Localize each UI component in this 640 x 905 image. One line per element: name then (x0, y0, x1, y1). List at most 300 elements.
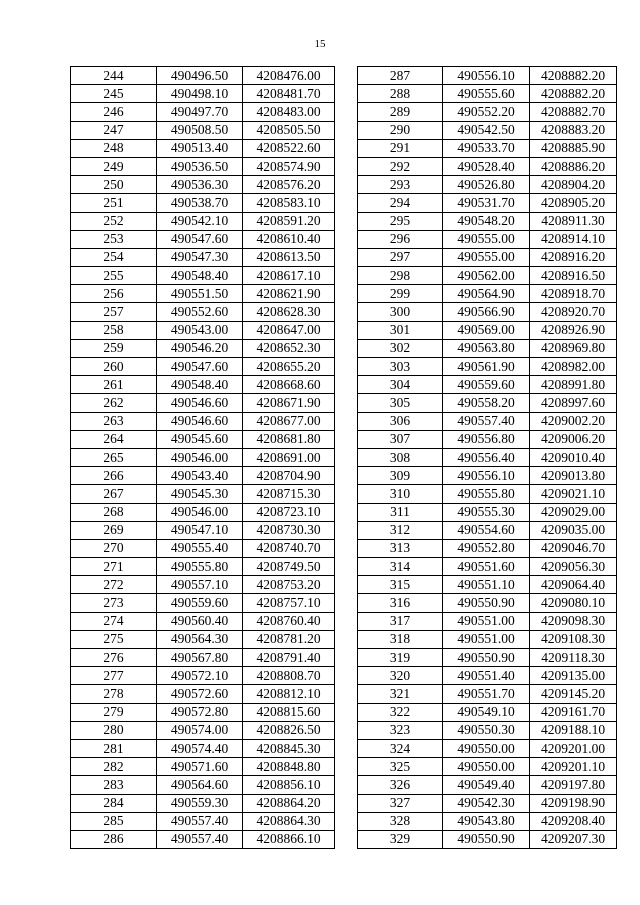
y-coordinate-cell: 4209002.20 (530, 412, 617, 430)
y-coordinate-cell: 4209064.40 (530, 576, 617, 594)
table-row (71, 503, 335, 521)
x-coordinate-cell: 490547.30 (157, 248, 243, 266)
x-coordinate-cell: 490548.20 (443, 212, 530, 230)
y-coordinate-cell: 4208808.70 (243, 667, 335, 685)
point-number-cell: 265 (71, 448, 157, 466)
table-row (71, 594, 335, 612)
point-number-cell: 257 (71, 303, 157, 321)
table-row (71, 358, 335, 376)
y-coordinate-cell: 4208723.10 (243, 503, 335, 521)
table-row (358, 721, 617, 739)
table-row (71, 321, 335, 339)
point-number-cell: 262 (71, 394, 157, 412)
table-row (358, 448, 617, 466)
table-row (71, 830, 335, 848)
point-number-cell: 255 (71, 267, 157, 285)
point-number-cell: 301 (358, 321, 443, 339)
y-coordinate-cell: 4209029.00 (530, 503, 617, 521)
y-coordinate-cell: 4209207.30 (530, 830, 617, 848)
x-coordinate-cell: 490552.80 (443, 539, 530, 557)
y-coordinate-cell: 4208749.50 (243, 558, 335, 576)
table-row (71, 485, 335, 503)
x-coordinate-cell: 490549.40 (443, 776, 530, 794)
x-coordinate-cell: 490548.40 (157, 376, 243, 394)
point-number-cell: 300 (358, 303, 443, 321)
y-coordinate-cell: 4208926.90 (530, 321, 617, 339)
y-coordinate-cell: 4208610.40 (243, 230, 335, 248)
y-coordinate-cell: 4208681.80 (243, 430, 335, 448)
x-coordinate-cell: 490547.60 (157, 358, 243, 376)
point-number-cell: 305 (358, 394, 443, 412)
point-number-cell: 285 (71, 812, 157, 830)
point-number-cell: 249 (71, 157, 157, 175)
point-number-cell: 309 (358, 467, 443, 485)
y-coordinate-cell: 4208621.90 (243, 285, 335, 303)
point-number-cell: 259 (71, 339, 157, 357)
table-row (71, 812, 335, 830)
point-number-cell: 324 (358, 739, 443, 757)
table-row (358, 794, 617, 812)
y-coordinate-cell: 4209080.10 (530, 594, 617, 612)
table-row (71, 267, 335, 285)
table-row (358, 758, 617, 776)
x-coordinate-cell: 490566.90 (443, 303, 530, 321)
y-coordinate-cell: 4208757.10 (243, 594, 335, 612)
table-row (358, 394, 617, 412)
point-number-cell: 296 (358, 230, 443, 248)
x-coordinate-cell: 490554.60 (443, 521, 530, 539)
table-row (358, 467, 617, 485)
y-coordinate-cell: 4209098.30 (530, 612, 617, 630)
point-number-cell: 244 (71, 67, 157, 85)
table-row (71, 285, 335, 303)
x-coordinate-cell: 490572.80 (157, 703, 243, 721)
x-coordinate-cell: 490563.80 (443, 339, 530, 357)
point-number-cell: 323 (358, 721, 443, 739)
y-coordinate-cell: 4208730.30 (243, 521, 335, 539)
table-row (71, 794, 335, 812)
x-coordinate-cell: 490557.10 (157, 576, 243, 594)
y-coordinate-cell: 4208918.70 (530, 285, 617, 303)
table-row (358, 503, 617, 521)
table-row (358, 521, 617, 539)
table-row (358, 67, 617, 85)
y-coordinate-cell: 4208911.30 (530, 212, 617, 230)
point-number-cell: 279 (71, 703, 157, 721)
y-coordinate-cell: 4208740.70 (243, 539, 335, 557)
table-row (358, 267, 617, 285)
table-row (358, 812, 617, 830)
point-number-cell: 304 (358, 376, 443, 394)
table-row (358, 485, 617, 503)
x-coordinate-cell: 490557.40 (157, 830, 243, 848)
y-coordinate-cell: 4208997.60 (530, 394, 617, 412)
point-number-cell: 328 (358, 812, 443, 830)
table-row (358, 157, 617, 175)
x-coordinate-cell: 490551.40 (443, 667, 530, 685)
point-number-cell: 294 (358, 194, 443, 212)
point-number-cell: 271 (71, 558, 157, 576)
point-number-cell: 280 (71, 721, 157, 739)
table-row (358, 358, 617, 376)
y-coordinate-cell: 4209197.80 (530, 776, 617, 794)
table-row (71, 667, 335, 685)
table-body-right (358, 67, 617, 849)
y-coordinate-cell: 4208969.80 (530, 339, 617, 357)
x-coordinate-cell: 490561.90 (443, 358, 530, 376)
y-coordinate-cell: 4208864.20 (243, 794, 335, 812)
x-coordinate-cell: 490550.90 (443, 594, 530, 612)
table-row (71, 212, 335, 230)
point-number-cell: 317 (358, 612, 443, 630)
table-row (71, 230, 335, 248)
y-coordinate-cell: 4208753.20 (243, 576, 335, 594)
x-coordinate-cell: 490536.50 (157, 157, 243, 175)
table-row (71, 157, 335, 175)
point-number-cell: 247 (71, 121, 157, 139)
table-row (358, 703, 617, 721)
x-coordinate-cell: 490574.00 (157, 721, 243, 739)
coordinates-table-right (357, 66, 617, 849)
x-coordinate-cell: 490550.90 (443, 830, 530, 848)
y-coordinate-cell: 4208655.20 (243, 358, 335, 376)
x-coordinate-cell: 490555.30 (443, 503, 530, 521)
x-coordinate-cell: 490543.40 (157, 467, 243, 485)
y-coordinate-cell: 4208882.70 (530, 103, 617, 121)
x-coordinate-cell: 490497.70 (157, 103, 243, 121)
table-row (358, 248, 617, 266)
x-coordinate-cell: 490533.70 (443, 139, 530, 157)
x-coordinate-cell: 490538.70 (157, 194, 243, 212)
y-coordinate-cell: 4209056.30 (530, 558, 617, 576)
table-row (358, 194, 617, 212)
table-row (71, 139, 335, 157)
x-coordinate-cell: 490569.00 (443, 321, 530, 339)
point-number-cell: 268 (71, 503, 157, 521)
table-row (71, 85, 335, 103)
x-coordinate-cell: 490559.60 (443, 376, 530, 394)
y-coordinate-cell: 4208617.10 (243, 267, 335, 285)
table-row (358, 303, 617, 321)
table-row (358, 649, 617, 667)
table-row (71, 194, 335, 212)
point-number-cell: 293 (358, 176, 443, 194)
y-coordinate-cell: 4208982.00 (530, 358, 617, 376)
x-coordinate-cell: 490526.80 (443, 176, 530, 194)
table-row (358, 139, 617, 157)
point-number-cell: 250 (71, 176, 157, 194)
point-number-cell: 274 (71, 612, 157, 630)
y-coordinate-cell: 4208628.30 (243, 303, 335, 321)
y-coordinate-cell: 4208916.50 (530, 267, 617, 285)
y-coordinate-cell: 4208864.30 (243, 812, 335, 830)
x-coordinate-cell: 490571.60 (157, 758, 243, 776)
y-coordinate-cell: 4208591.20 (243, 212, 335, 230)
x-coordinate-cell: 490545.60 (157, 430, 243, 448)
x-coordinate-cell: 490543.80 (443, 812, 530, 830)
x-coordinate-cell: 490546.00 (157, 503, 243, 521)
table-row (71, 703, 335, 721)
table-row (71, 121, 335, 139)
point-number-cell: 299 (358, 285, 443, 303)
y-coordinate-cell: 4208574.90 (243, 157, 335, 175)
table-row (71, 430, 335, 448)
table-row (358, 321, 617, 339)
point-number-cell: 269 (71, 521, 157, 539)
point-number-cell: 314 (358, 558, 443, 576)
point-number-cell: 302 (358, 339, 443, 357)
y-coordinate-cell: 4208671.90 (243, 394, 335, 412)
table-row (71, 776, 335, 794)
x-coordinate-cell: 490546.00 (157, 448, 243, 466)
point-number-cell: 320 (358, 667, 443, 685)
point-number-cell: 282 (71, 758, 157, 776)
point-number-cell: 312 (358, 521, 443, 539)
x-coordinate-cell: 490556.80 (443, 430, 530, 448)
point-number-cell: 297 (358, 248, 443, 266)
table-row (358, 667, 617, 685)
y-coordinate-cell: 4208505.50 (243, 121, 335, 139)
point-number-cell: 306 (358, 412, 443, 430)
x-coordinate-cell: 490498.10 (157, 85, 243, 103)
point-number-cell: 289 (358, 103, 443, 121)
x-coordinate-cell: 490513.40 (157, 139, 243, 157)
x-coordinate-cell: 490550.00 (443, 758, 530, 776)
x-coordinate-cell: 490564.60 (157, 776, 243, 794)
y-coordinate-cell: 4208882.20 (530, 67, 617, 85)
table-row (71, 576, 335, 594)
x-coordinate-cell: 490560.40 (157, 612, 243, 630)
table-row (358, 685, 617, 703)
point-number-cell: 329 (358, 830, 443, 848)
table-row (71, 412, 335, 430)
point-number-cell: 254 (71, 248, 157, 266)
table-row (71, 539, 335, 557)
coordinates-table-left (70, 66, 335, 849)
table-row (71, 558, 335, 576)
x-coordinate-cell: 490555.80 (443, 485, 530, 503)
point-number-cell: 321 (358, 685, 443, 703)
y-coordinate-cell: 4208691.00 (243, 448, 335, 466)
x-coordinate-cell: 490546.60 (157, 412, 243, 430)
y-coordinate-cell: 4208715.30 (243, 485, 335, 503)
y-coordinate-cell: 4209135.00 (530, 667, 617, 685)
y-coordinate-cell: 4208760.40 (243, 612, 335, 630)
table-row (71, 612, 335, 630)
x-coordinate-cell: 490496.50 (157, 67, 243, 85)
table-row (71, 758, 335, 776)
y-coordinate-cell: 4208885.90 (530, 139, 617, 157)
y-coordinate-cell: 4208652.30 (243, 339, 335, 357)
point-number-cell: 278 (71, 685, 157, 703)
y-coordinate-cell: 4209035.00 (530, 521, 617, 539)
x-coordinate-cell: 490551.00 (443, 612, 530, 630)
y-coordinate-cell: 4208914.10 (530, 230, 617, 248)
table-row (358, 339, 617, 357)
y-coordinate-cell: 4209188.10 (530, 721, 617, 739)
point-number-cell: 291 (358, 139, 443, 157)
point-number-cell: 307 (358, 430, 443, 448)
point-number-cell: 276 (71, 649, 157, 667)
point-number-cell: 258 (71, 321, 157, 339)
y-coordinate-cell: 4208668.60 (243, 376, 335, 394)
point-number-cell: 308 (358, 448, 443, 466)
y-coordinate-cell: 4209201.00 (530, 739, 617, 757)
y-coordinate-cell: 4208886.20 (530, 157, 617, 175)
y-coordinate-cell: 4208613.50 (243, 248, 335, 266)
table-row (358, 412, 617, 430)
table-row (71, 721, 335, 739)
y-coordinate-cell: 4209161.70 (530, 703, 617, 721)
point-number-cell: 290 (358, 121, 443, 139)
y-coordinate-cell: 4208882.20 (530, 85, 617, 103)
table-row (71, 467, 335, 485)
x-coordinate-cell: 490555.00 (443, 248, 530, 266)
y-coordinate-cell: 4208522.60 (243, 139, 335, 157)
x-coordinate-cell: 490567.80 (157, 649, 243, 667)
table-row (71, 448, 335, 466)
y-coordinate-cell: 4208905.20 (530, 194, 617, 212)
table-row (71, 376, 335, 394)
x-coordinate-cell: 490536.30 (157, 176, 243, 194)
point-number-cell: 303 (358, 358, 443, 376)
point-number-cell: 266 (71, 467, 157, 485)
point-number-cell: 267 (71, 485, 157, 503)
y-coordinate-cell: 4209013.80 (530, 467, 617, 485)
point-number-cell: 273 (71, 594, 157, 612)
table-row (358, 176, 617, 194)
table-row (71, 394, 335, 412)
x-coordinate-cell: 490550.30 (443, 721, 530, 739)
point-number-cell: 256 (71, 285, 157, 303)
table-row (358, 212, 617, 230)
x-coordinate-cell: 490543.00 (157, 321, 243, 339)
x-coordinate-cell: 490564.30 (157, 630, 243, 648)
point-number-cell: 281 (71, 739, 157, 757)
table-row (71, 303, 335, 321)
x-coordinate-cell: 490564.90 (443, 285, 530, 303)
table-row (71, 248, 335, 266)
point-number-cell: 283 (71, 776, 157, 794)
y-coordinate-cell: 4209006.20 (530, 430, 617, 448)
x-coordinate-cell: 490550.90 (443, 649, 530, 667)
table-row (358, 576, 617, 594)
point-number-cell: 275 (71, 630, 157, 648)
point-number-cell: 251 (71, 194, 157, 212)
point-number-cell: 295 (358, 212, 443, 230)
table-row (71, 176, 335, 194)
y-coordinate-cell: 4208791.40 (243, 649, 335, 667)
table-row (358, 285, 617, 303)
x-coordinate-cell: 490555.00 (443, 230, 530, 248)
x-coordinate-cell: 490551.60 (443, 558, 530, 576)
table-row (71, 685, 335, 703)
y-coordinate-cell: 4209201.10 (530, 758, 617, 776)
point-number-cell: 248 (71, 139, 157, 157)
y-coordinate-cell: 4208856.10 (243, 776, 335, 794)
table-row (71, 649, 335, 667)
table-row (358, 830, 617, 848)
table-row (71, 739, 335, 757)
y-coordinate-cell: 4208904.20 (530, 176, 617, 194)
table-row (71, 339, 335, 357)
table-row (71, 630, 335, 648)
x-coordinate-cell: 490549.10 (443, 703, 530, 721)
x-coordinate-cell: 490562.00 (443, 267, 530, 285)
x-coordinate-cell: 490546.60 (157, 394, 243, 412)
y-coordinate-cell: 4209198.90 (530, 794, 617, 812)
x-coordinate-cell: 490572.60 (157, 685, 243, 703)
y-coordinate-cell: 4208647.00 (243, 321, 335, 339)
x-coordinate-cell: 490559.60 (157, 594, 243, 612)
y-coordinate-cell: 4209145.20 (530, 685, 617, 703)
x-coordinate-cell: 490552.60 (157, 303, 243, 321)
table-row (358, 103, 617, 121)
table-row (358, 430, 617, 448)
point-number-cell: 298 (358, 267, 443, 285)
y-coordinate-cell: 4208916.20 (530, 248, 617, 266)
y-coordinate-cell: 4208848.80 (243, 758, 335, 776)
y-coordinate-cell: 4208583.10 (243, 194, 335, 212)
table-row (358, 230, 617, 248)
y-coordinate-cell: 4208704.90 (243, 467, 335, 485)
table-row (71, 67, 335, 85)
x-coordinate-cell: 490550.00 (443, 739, 530, 757)
x-coordinate-cell: 490508.50 (157, 121, 243, 139)
point-number-cell: 325 (358, 758, 443, 776)
x-coordinate-cell: 490551.70 (443, 685, 530, 703)
y-coordinate-cell: 4208677.00 (243, 412, 335, 430)
x-coordinate-cell: 490547.10 (157, 521, 243, 539)
x-coordinate-cell: 490548.40 (157, 267, 243, 285)
point-number-cell: 260 (71, 358, 157, 376)
y-coordinate-cell: 4208920.70 (530, 303, 617, 321)
point-number-cell: 327 (358, 794, 443, 812)
x-coordinate-cell: 490556.40 (443, 448, 530, 466)
point-number-cell: 318 (358, 630, 443, 648)
point-number-cell: 288 (358, 85, 443, 103)
point-number-cell: 292 (358, 157, 443, 175)
point-number-cell: 246 (71, 103, 157, 121)
table-row (358, 558, 617, 576)
x-coordinate-cell: 490555.80 (157, 558, 243, 576)
y-coordinate-cell: 4208866.10 (243, 830, 335, 848)
point-number-cell: 326 (358, 776, 443, 794)
x-coordinate-cell: 490547.60 (157, 230, 243, 248)
y-coordinate-cell: 4208781.20 (243, 630, 335, 648)
x-coordinate-cell: 490556.10 (443, 67, 530, 85)
x-coordinate-cell: 490528.40 (443, 157, 530, 175)
table-row (358, 739, 617, 757)
y-coordinate-cell: 4208576.20 (243, 176, 335, 194)
x-coordinate-cell: 490555.60 (443, 85, 530, 103)
y-coordinate-cell: 4208812.10 (243, 685, 335, 703)
point-number-cell: 261 (71, 376, 157, 394)
point-number-cell: 263 (71, 412, 157, 430)
point-number-cell: 287 (358, 67, 443, 85)
table-row (71, 521, 335, 539)
point-number-cell: 277 (71, 667, 157, 685)
point-number-cell: 319 (358, 649, 443, 667)
y-coordinate-cell: 4208883.20 (530, 121, 617, 139)
y-coordinate-cell: 4208476.00 (243, 67, 335, 85)
table-row (358, 539, 617, 557)
point-number-cell: 284 (71, 794, 157, 812)
table-row (358, 776, 617, 794)
x-coordinate-cell: 490546.20 (157, 339, 243, 357)
x-coordinate-cell: 490555.40 (157, 539, 243, 557)
point-number-cell: 313 (358, 539, 443, 557)
